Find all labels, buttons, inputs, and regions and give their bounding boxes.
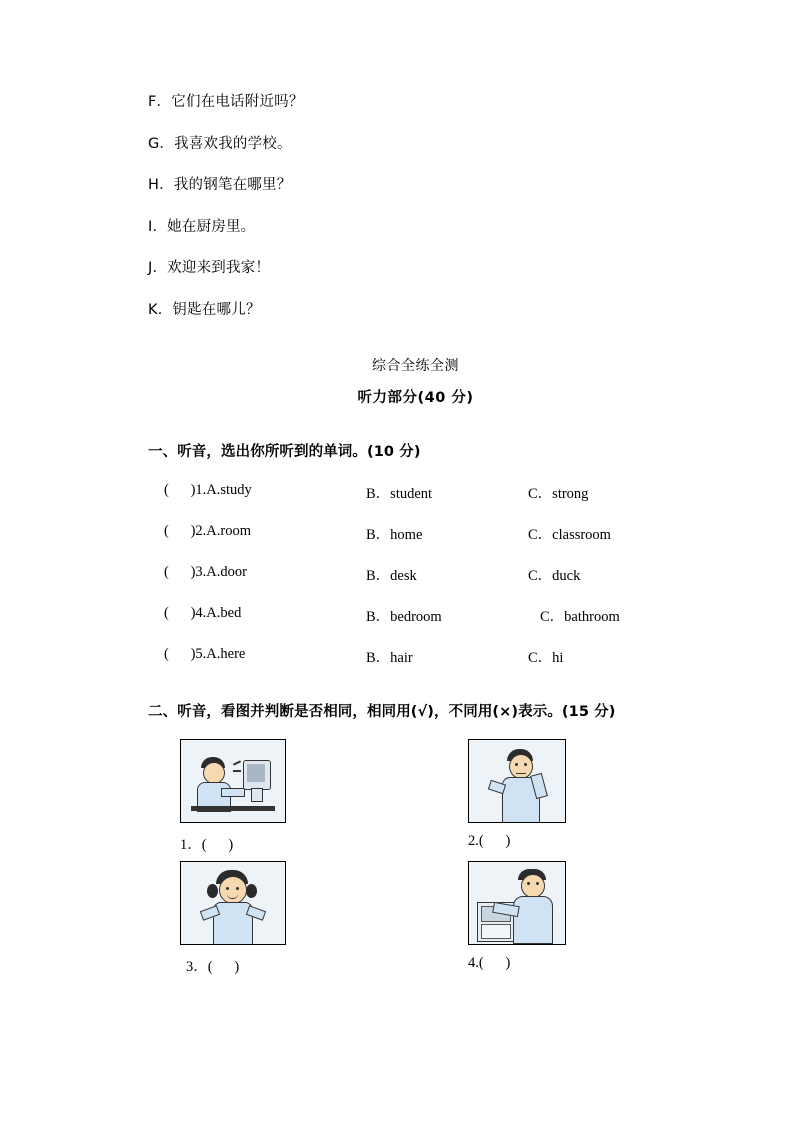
- picture-row: [148, 739, 683, 861]
- question-1-heading: 一、听音，选出你所听到的单词。(10 分): [148, 444, 421, 460]
- choice-a: ( )3.A.door: [164, 564, 247, 580]
- translation-line-j: J．欢迎来到我家！: [148, 260, 271, 276]
- choice-row: [148, 482, 683, 502]
- choice-row: [148, 646, 683, 666]
- translation-line-k: K．钥匙在哪儿？: [148, 301, 261, 318]
- picture-item-3: [180, 861, 286, 976]
- question-2-picture-grid: [148, 739, 683, 983]
- translation-line-f: F．它们在电话附近吗？: [148, 94, 304, 110]
- picture-item-1: [180, 739, 286, 854]
- choice-c: C．duck: [528, 568, 581, 584]
- boy-at-appliance-illustration: [468, 861, 566, 945]
- picture-label-4: 4.( ): [468, 955, 511, 971]
- choice-c: C．classroom: [528, 527, 611, 543]
- choice-row: [148, 564, 683, 584]
- translation-line-i: I．她在厨房里。: [148, 218, 256, 235]
- choice-c: C．hi: [528, 650, 564, 666]
- translation-line-g: G．我喜欢我的学校。: [148, 135, 292, 152]
- choice-a: ( )4.A.bed: [164, 605, 242, 621]
- choice-a: ( )5.A.here: [164, 646, 246, 662]
- picture-label-1: 1．( ): [180, 837, 234, 853]
- choice-b: B．bedroom: [366, 609, 442, 625]
- section-title: 综合全练全测: [372, 358, 459, 374]
- choice-b: B．hair: [366, 650, 413, 666]
- choice-b: B．desk: [366, 568, 417, 584]
- picture-label-2: 2.( ): [468, 833, 511, 849]
- choice-c: C．strong: [528, 486, 589, 502]
- section-subtitle: 听力部分(40 分): [357, 390, 474, 406]
- choice-row: [148, 605, 683, 625]
- girl-at-computer-illustration: [180, 739, 286, 823]
- picture-row: [148, 861, 683, 983]
- boy-standing-illustration: [468, 739, 566, 823]
- choice-c: C．bathroom: [540, 609, 620, 625]
- choice-b: B．student: [366, 486, 433, 502]
- choice-a: ( )1.A.study: [164, 482, 252, 498]
- picture-item-2: [468, 739, 566, 850]
- picture-item-4: [468, 861, 566, 972]
- girl-clapping-illustration: [180, 861, 286, 945]
- choice-a: ( )2.A.room: [164, 523, 251, 539]
- translation-line-h: H．我的钢笔在哪里？: [148, 177, 292, 193]
- choice-row: [148, 523, 683, 543]
- picture-label-3: 3．( ): [186, 959, 240, 975]
- translation-list: [148, 95, 683, 317]
- question-2-heading: 二、听音，看图并判断是否相同，相同用(√)，不同用(×)表示。(15 分): [148, 704, 616, 720]
- choice-b: B．home: [366, 527, 423, 543]
- question-1-choices: [148, 482, 683, 666]
